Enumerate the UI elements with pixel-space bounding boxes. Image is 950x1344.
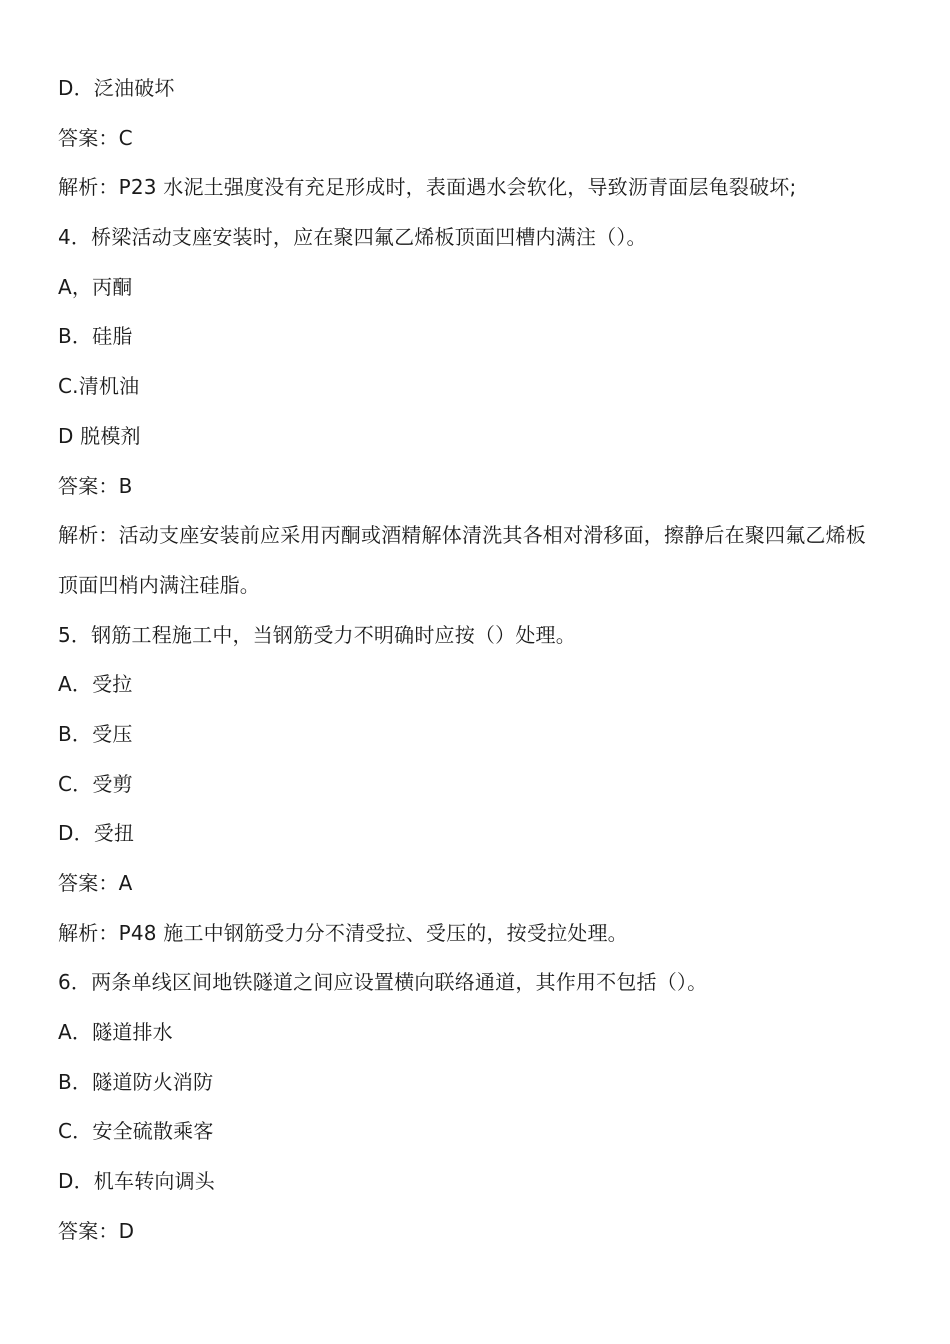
document-page <box>58 70 898 1263</box>
explanation-q5: 解析：P48 施工中钢筋受力分不清受拉、受压的，按受拉处理。 <box>58 920 628 945</box>
answer-q4: 答案：B <box>58 473 133 498</box>
option-b-q4: B．硅脂 <box>58 324 133 349</box>
explanation-q4-line2: 顶面凹梢内满注硅脂。 <box>58 572 260 597</box>
explanation-q4-line1: 解析：活动支座安装前应采用丙酮或酒精解体清洗其各相对滑移面，擦静后在聚四氟乙烯板 <box>58 523 866 548</box>
option-d-q6: D．机车转向调头 <box>58 1169 216 1194</box>
answer-q5: 答案：A <box>58 871 133 895</box>
question-4: 4．桥梁活动支座安装时，应在聚四氟乙烯板顶面凹槽内满注（）。 <box>58 225 647 250</box>
answer-q3: 答案：C <box>58 125 133 150</box>
option-a-q5: A．受拉 <box>58 672 133 697</box>
option-b-q5: B．受压 <box>58 721 133 746</box>
option-c-q5: C．受剪 <box>58 771 133 796</box>
option-c-q6: C．安全硫散乘客 <box>58 1119 214 1144</box>
option-d-q4: D 脱模剂 <box>58 423 141 448</box>
option-c-q4: C.清机油 <box>58 374 140 399</box>
option-d-q3: D．泛油破坏 <box>58 76 175 100</box>
answer-q6: 答案：D <box>58 1218 135 1243</box>
explanation-q3: 解析：P23 水泥土强度没有充足形成时，表面遇水会软化，导致沥青面层龟裂破坏; <box>58 175 797 200</box>
option-a-q6: A．隧道排水 <box>58 1020 173 1045</box>
question-5: 5．钢筋工程施工中，当钢筋受力不明确时应按（）处理。 <box>58 622 576 647</box>
option-a-q4: A，丙酮 <box>58 274 133 299</box>
option-d-q5: D．受扭 <box>58 821 135 846</box>
option-b-q6: B．隧道防火消防 <box>58 1069 214 1094</box>
question-6: 6．两条单线区间地铁隧道之间应设置横向联络通道，其作用不包括（）。 <box>58 970 708 995</box>
